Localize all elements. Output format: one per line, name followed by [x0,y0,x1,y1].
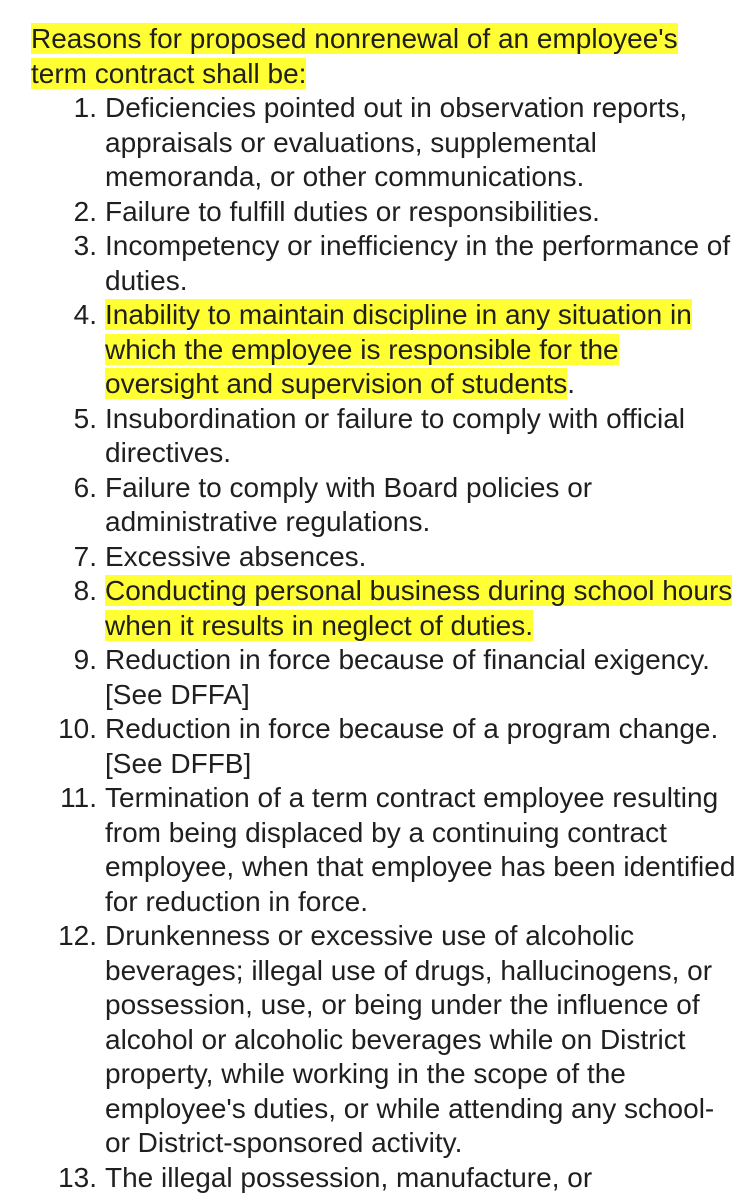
item-text [105,471,739,540]
list-item-13 [0,1161,747,1196]
item-number: 3. [73,230,97,261]
list-item-4 [0,298,747,402]
item-text-body: The illegal possession, manufacture, or [105,1161,593,1193]
item-number: 10. [58,713,97,744]
item-number: 7. [73,540,97,572]
intro-paragraph [31,22,731,91]
list-item-5 [0,402,747,471]
list-item-9 [0,643,747,712]
list-item-6 [0,471,747,540]
item-number: 5. [73,402,97,434]
item-number: 4. [73,299,97,330]
item-text [105,919,739,1161]
item-text [105,540,739,575]
reasons-list [0,91,747,1195]
item-text-body: Failure to comply with Board policies or administrative regulations. [105,471,593,537]
item-text-body: Deficiencies pointed out in observation reports, appraisals or evaluations, supplemental memoranda, or other communications. [105,92,688,192]
list-item-3 [0,229,747,298]
item-number: 2. [73,195,97,227]
item-text-tail: . [567,368,576,399]
item-text-body: Failure to fulfill duties or responsibilities. [105,195,600,227]
item-text [105,574,739,643]
item-number: 1. [73,92,97,123]
list-item-2 [0,195,747,230]
list-item-12 [0,919,747,1161]
item-text [105,781,739,919]
item-number: 8. [73,575,97,606]
item-text [105,91,739,195]
item-text-body: Termination of a term contract employee resulting from being displaced by a continuing contract employee, when that employee has been identified for reduction in force. [105,782,736,917]
list-item-8 [0,574,747,643]
list-item-7 [0,540,747,575]
item-text-body: Reduction in force because of a program change. [See DFFB] [105,713,719,779]
item-text [105,195,739,230]
item-number: 11. [60,782,97,813]
item-text-body: Insubordination or failure to comply with official directives. [105,402,686,468]
list-item-1 [0,91,747,195]
item-text-body: Drunkenness or excessive use of alcoholic beverages; illegal use of drugs, hallucinogens, or possession, use, or being under the influence of alcohol or alcoholic beverages while on District property, while working in the scope of the employee's duties, or while attending any school- or District-sponsored activity. [105,920,715,1158]
item-text [105,402,739,471]
item-text [105,1161,739,1196]
item-text-body: Incompetency or inefficiency in the performance of duties. [105,230,731,296]
item-highlight: Inability to maintain discipline in any situation in which the employee is responsible for the oversight and supervision of students [105,299,692,399]
item-text [105,643,739,712]
item-text-body: Excessive absences. [105,540,367,572]
item-highlight: Conducting personal business during school hours when it results in neglect of duties. [105,575,733,641]
list-item-11 [0,781,747,919]
item-text [105,229,739,298]
item-number: 13. [58,1161,97,1193]
intro-highlight: Reasons for proposed nonrenewal of an employee's term contract shall be: [31,23,678,89]
item-text [105,298,739,402]
item-number: 9. [73,644,97,675]
item-text [105,712,739,781]
item-number: 6. [73,471,97,503]
list-item-10 [0,712,747,781]
item-text-body: Reduction in force because of financial exigency. [See DFFA] [105,644,710,710]
item-number: 12. [58,920,97,951]
